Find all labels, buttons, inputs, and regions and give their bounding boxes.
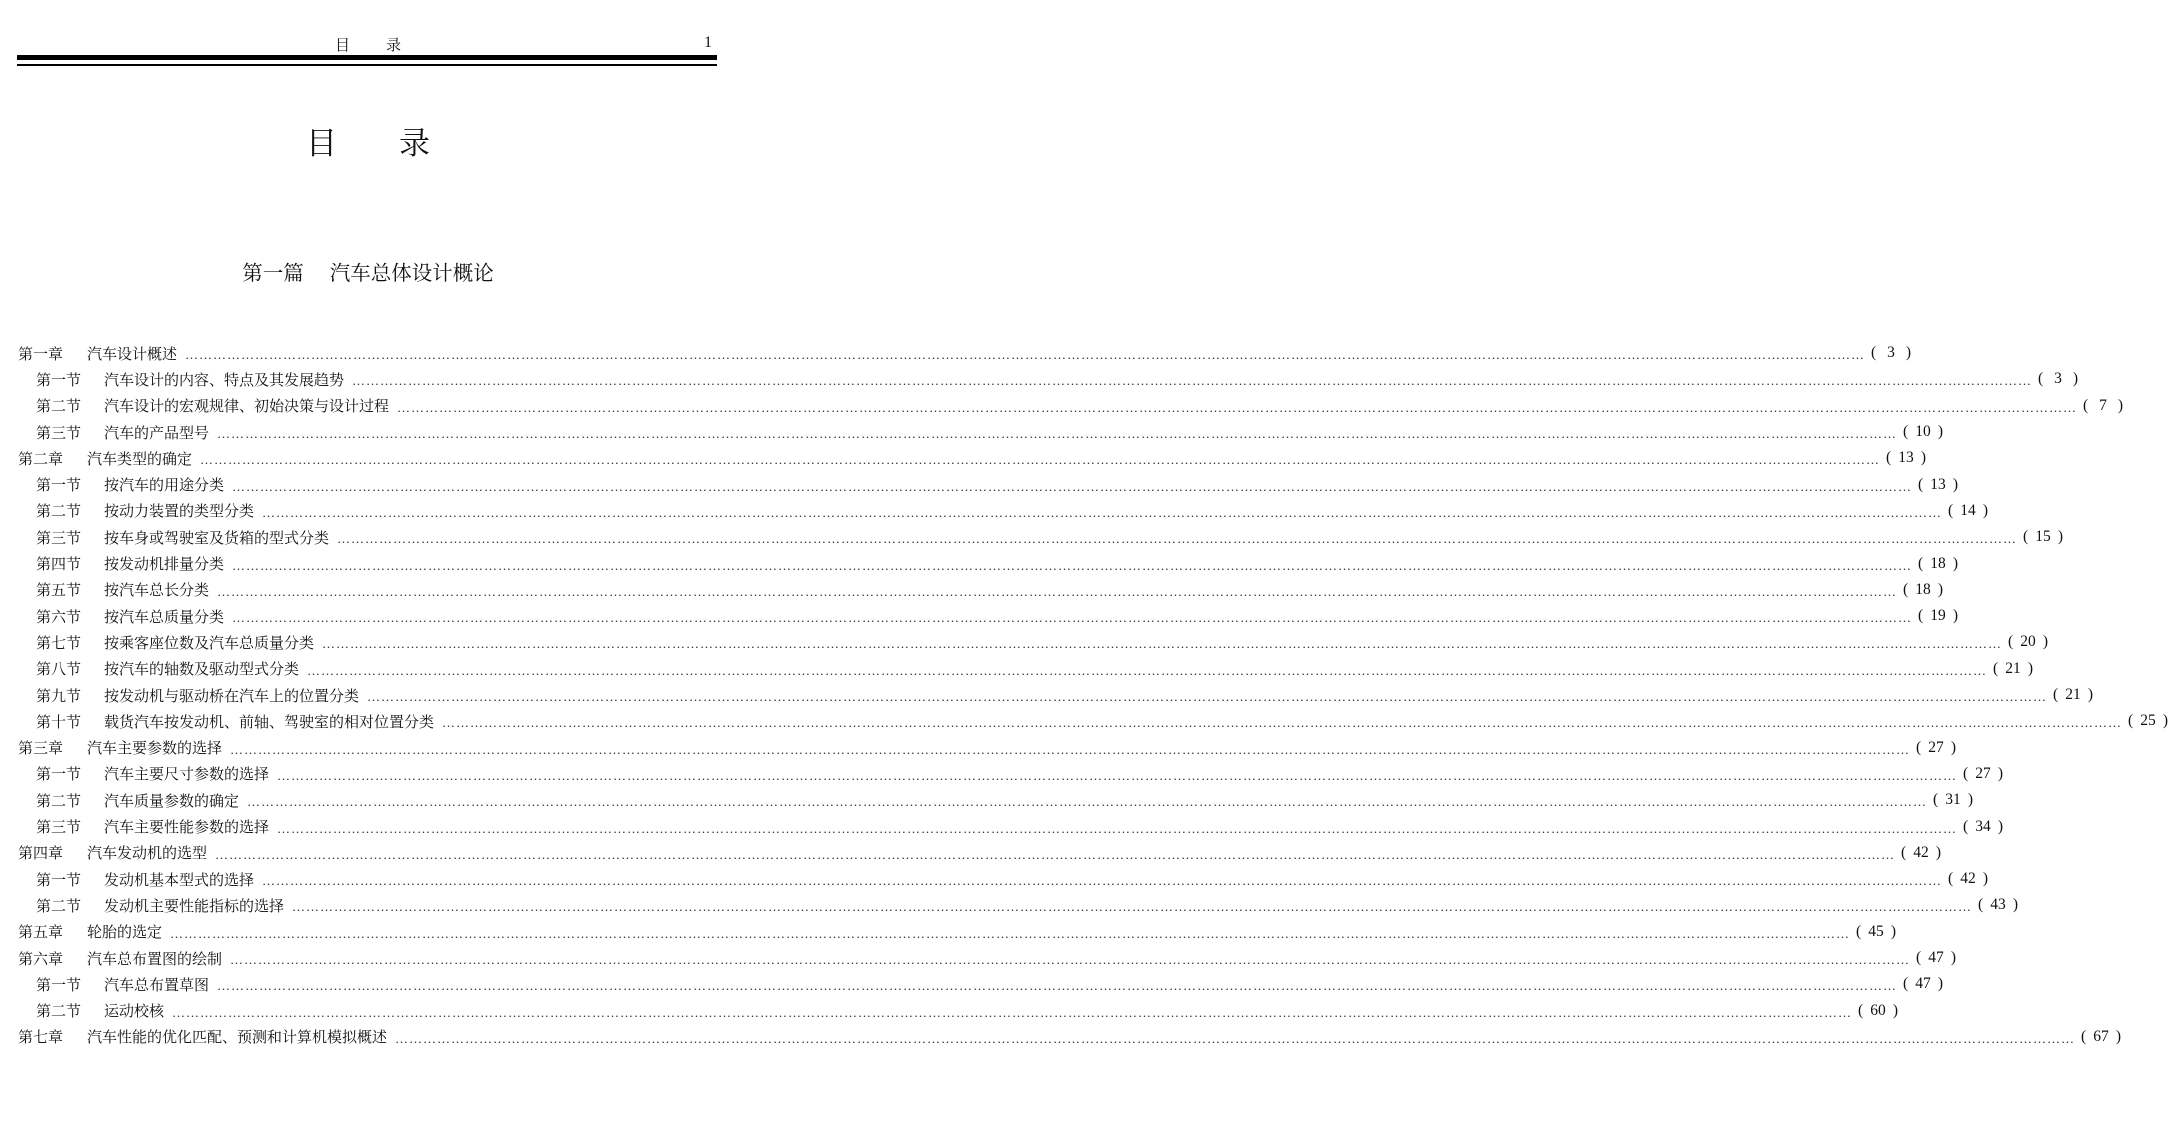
toc-dot-leader: ………………………………………………………………………………………………………………………………………………………………………………………………………………………………………………………………………………………………………………………………: [232, 557, 1913, 573]
toc-dot-leader: ………………………………………………………………………………………………………………………………………………………………………………………………………………………………………………………………………………………………………………………………: [185, 347, 1866, 363]
page-number-value: 27: [1928, 738, 1944, 756]
toc-section-entry[interactable]: [0, 656, 2034, 682]
page-paren-close: ): [1952, 554, 1959, 572]
toc-entry-number: 第七节: [36, 633, 82, 652]
toc-entry-title: 按汽车总长分类: [104, 581, 210, 600]
page-paren-close: ): [1890, 922, 1897, 940]
toc-entry-title: 运动校核: [104, 1002, 165, 1021]
toc-entry-title: 发动机基本型式的选择: [104, 870, 255, 889]
toc-entry-page: [2081, 1028, 2121, 1046]
toc-dot-leader: ………………………………………………………………………………………………………………………………………………………………………………………………………………………………………………………………………………………………………………………………: [230, 741, 1911, 757]
page-number-value: 3: [2054, 370, 2062, 388]
page-title-right: 录: [399, 126, 430, 162]
toc-section-entry[interactable]: [0, 813, 2004, 839]
toc-entry-page: [2008, 633, 2048, 651]
toc-section-entry[interactable]: [0, 419, 1944, 445]
toc-entry-number: 第九节: [36, 686, 82, 705]
toc-entry-title: 汽车类型的确定: [87, 449, 193, 468]
running-header-title: [0, 34, 736, 55]
toc-dot-leader: ………………………………………………………………………………………………………………………………………………………………………………………………………………………………………………………………………………………………………………………………: [247, 794, 1928, 810]
page-number-value: 18: [1915, 580, 1931, 598]
toc-section-entry[interactable]: [0, 629, 2049, 655]
toc-section-entry[interactable]: [0, 892, 2019, 918]
toc-entry-page: [1963, 818, 2003, 836]
toc-entry-page: [1916, 949, 1956, 967]
page-number-value: 15: [2035, 528, 2051, 546]
toc-chapter-entry[interactable]: [0, 735, 1957, 761]
toc-entry-number: 第一节: [36, 370, 82, 389]
toc-dot-leader: ………………………………………………………………………………………………………………………………………………………………………………………………………………………………………………………………………………………………………………………………: [352, 373, 2033, 389]
toc-dot-leader: ………………………………………………………………………………………………………………………………………………………………………………………………………………………………………………………………………………………………………………………………: [230, 952, 1911, 968]
page-number-value: 20: [2020, 633, 2036, 651]
page-number-value: 7: [2099, 396, 2107, 414]
page-paren-open: (: [1916, 738, 1922, 756]
toc-entry-page: [1903, 423, 1943, 441]
toc-dot-leader: ………………………………………………………………………………………………………………………………………………………………………………………………………………………………………………………………………………………………………………………………: [217, 426, 1898, 442]
page-paren-close: ): [1905, 344, 1912, 362]
toc-entry-page: [1948, 870, 1988, 888]
toc-entry-page: [1918, 607, 1958, 625]
toc-entry-page: [1948, 502, 1988, 520]
page-paren-close: ): [1952, 475, 1959, 493]
toc-section-entry[interactable]: [0, 761, 2004, 787]
toc-dot-leader: ………………………………………………………………………………………………………………………………………………………………………………………………………………………………………………………………………………………………………………………………: [232, 610, 1913, 626]
toc-chapter-entry[interactable]: [0, 445, 1927, 471]
page-number-value: 45: [1868, 922, 1884, 940]
toc-entry-title: 汽车总布置草图: [104, 975, 210, 994]
toc-entry-title: 按车身或驾驶室及货箱的型式分类: [104, 528, 330, 547]
toc-entry-title: 汽车设计的内容、特点及其发展趋势: [104, 370, 345, 389]
page-paren-close: ): [1997, 764, 2004, 782]
page-paren-open: (: [1933, 791, 1939, 809]
toc-entry-title: 轮胎的选定: [87, 923, 163, 942]
toc-section-entry[interactable]: [0, 393, 2124, 419]
toc-dot-leader: ………………………………………………………………………………………………………………………………………………………………………………………………………………………………………………………………………………………………………………………………: [170, 925, 1851, 941]
toc-chapter-entry[interactable]: [0, 919, 1897, 945]
toc-dot-leader: ………………………………………………………………………………………………………………………………………………………………………………………………………………………………………………………………………………………………………………………………: [337, 531, 2018, 547]
page-paren-open: (: [1963, 764, 1969, 782]
toc-entry-page: [1918, 555, 1958, 573]
toc-entry-title: 按乘客座位数及汽车总质量分类: [104, 633, 315, 652]
page-paren-open: (: [2053, 686, 2059, 704]
page-paren-open: (: [1993, 659, 1999, 677]
page-paren-open: (: [1978, 896, 1984, 914]
page-paren-open: (: [1963, 817, 1969, 835]
toc-entry-number: 第四节: [36, 555, 82, 574]
toc-entry-title: 按汽车的用途分类: [104, 476, 225, 495]
toc-entry-title: 按动力装置的类型分类: [104, 502, 255, 521]
page-paren-close: ): [2115, 1027, 2122, 1045]
toc-section-entry[interactable]: [0, 472, 1959, 498]
toc-dot-leader: ………………………………………………………………………………………………………………………………………………………………………………………………………………………………………………………………………………………………………………………………: [277, 820, 1958, 836]
toc-entry-number: 第六节: [36, 607, 82, 626]
page-paren-open: (: [1916, 949, 1922, 967]
page-paren-close: ): [1952, 607, 1959, 625]
toc-entry-number: 第二节: [36, 791, 82, 810]
toc-entry-page: [1903, 581, 1943, 599]
toc-entry-title: 汽车质量参数的确定: [104, 791, 240, 810]
page-paren-close: ): [1967, 791, 1974, 809]
toc-entry-number: 第二节: [36, 502, 82, 521]
toc-entry-number: 第二章: [18, 449, 64, 468]
toc-section-entry[interactable]: [0, 524, 2064, 550]
page-paren-open: (: [1948, 870, 1954, 888]
toc-entry-number: 第六章: [18, 949, 64, 968]
toc-dot-leader: ………………………………………………………………………………………………………………………………………………………………………………………………………………………………………………………………………………………………………………………………: [292, 899, 1973, 915]
toc-entry-number: 第三节: [36, 818, 82, 837]
toc-chapter-entry[interactable]: [0, 840, 1942, 866]
page-number-value: 18: [1930, 554, 1946, 572]
running-header-title-left: 目: [334, 36, 350, 54]
toc-entry-number: 第一节: [36, 476, 82, 495]
page-paren-open: (: [1903, 423, 1909, 441]
page-number-value: 60: [1870, 1001, 1886, 1019]
toc-dot-leader: ………………………………………………………………………………………………………………………………………………………………………………………………………………………………………………………………………………………………………………………………: [217, 978, 1898, 994]
toc-dot-leader: ………………………………………………………………………………………………………………………………………………………………………………………………………………………………………………………………………………………………………………………………: [395, 1030, 2076, 1046]
page-paren-close: ): [1935, 843, 1942, 861]
page-number-value: 19: [1930, 607, 1946, 625]
page-paren-open: (: [1903, 975, 1909, 993]
toc-section-entry[interactable]: [0, 971, 1944, 997]
toc-section-entry[interactable]: [0, 998, 1899, 1024]
part-name: 汽车总体设计概论: [329, 261, 494, 285]
page-paren-close: ): [2072, 370, 2079, 388]
page-paren-open: (: [1918, 475, 1924, 493]
toc-entry-title: 汽车发动机的选型: [87, 844, 208, 863]
page-paren-open: (: [1858, 1001, 1864, 1019]
page-paren-open: (: [2128, 712, 2134, 730]
toc-entry-title: 汽车主要参数的选择: [87, 739, 223, 758]
toc-entry-number: 第八节: [36, 660, 82, 679]
toc-section-entry[interactable]: [0, 498, 1989, 524]
part-number: 第一篇: [242, 261, 304, 285]
toc-entry-page: [2053, 686, 2093, 704]
page-title: [0, 118, 736, 163]
toc-section-entry[interactable]: [0, 550, 1959, 576]
page-paren-close: ): [1997, 817, 2004, 835]
page-number-value: 14: [1960, 501, 1976, 519]
page-paren-open: (: [1918, 554, 1924, 572]
toc-entry-page: [1978, 896, 2018, 914]
toc-entry-number: 第五章: [18, 923, 64, 942]
page-number-value: 21: [2005, 659, 2021, 677]
toc-section-entry[interactable]: [0, 708, 2168, 734]
page-number-value: 10: [1915, 423, 1931, 441]
toc-entry-page: [1886, 449, 1926, 467]
page-paren-close: ): [2012, 896, 2019, 914]
page-paren-open: (: [1886, 449, 1892, 467]
page-paren-close: ): [1892, 1001, 1899, 1019]
toc-entry-number: 第二节: [36, 397, 82, 416]
header-rule-thin: [17, 64, 717, 66]
page-number-value: 25: [2140, 712, 2156, 730]
toc-entry-page: [1903, 975, 1943, 993]
page-paren-close: ): [2162, 712, 2168, 730]
page-number-value: 3: [1887, 344, 1895, 362]
toc-entry-page: [1916, 739, 1956, 757]
header-rule-thick: [17, 55, 717, 60]
toc-entry-number: 第二节: [36, 1002, 82, 1021]
toc-entry-page: [1871, 344, 1911, 362]
toc-entry-number: 第二节: [36, 896, 82, 915]
page-number-value: 31: [1945, 791, 1961, 809]
toc-entry-title: 汽车主要性能参数的选择: [104, 818, 270, 837]
toc-dot-leader: ………………………………………………………………………………………………………………………………………………………………………………………………………………………………………………………………………………………………………………………………: [200, 452, 1881, 468]
toc-section-entry[interactable]: [0, 682, 2094, 708]
page-number-value: 13: [1898, 449, 1914, 467]
toc-dot-leader: ………………………………………………………………………………………………………………………………………………………………………………………………………………………………………………………………………………………………………………………………: [442, 715, 2123, 731]
toc-dot-leader: ………………………………………………………………………………………………………………………………………………………………………………………………………………………………………………………………………………………………………………………………: [262, 504, 1943, 520]
toc-entry-number: 第七章: [18, 1028, 64, 1047]
toc-chapter-entry[interactable]: [0, 1024, 2122, 1050]
toc-entry-page: [1918, 476, 1958, 494]
toc-entry-number: 第一节: [36, 975, 82, 994]
toc-dot-leader: ………………………………………………………………………………………………………………………………………………………………………………………………………………………………………………………………………………………………………………………………: [172, 1004, 1853, 1020]
page-number: 1: [704, 34, 712, 51]
toc-entry-title: 汽车主要尺寸参数的选择: [104, 765, 270, 784]
toc-section-entry[interactable]: [0, 787, 1974, 813]
page-number-value: 67: [2093, 1027, 2109, 1045]
toc-entry-page: [2128, 712, 2168, 730]
page-paren-open: (: [2008, 633, 2014, 651]
toc-entry-title: 按发动机与驱动桥在汽车上的位置分类: [104, 686, 360, 705]
toc-entry-number: 第一节: [36, 870, 82, 889]
toc-entry-page: [1963, 765, 2003, 783]
page-paren-close: ): [2027, 659, 2034, 677]
page-paren-close: ): [1950, 738, 1957, 756]
page-paren-close: ): [1950, 949, 1957, 967]
toc-entry-title: 按发动机排量分类: [104, 555, 225, 574]
page-paren-open: (: [1856, 922, 1862, 940]
toc-entry-page: [1856, 923, 1896, 941]
page-paren-open: (: [2023, 528, 2029, 546]
toc-entry-title: 汽车的产品型号: [104, 423, 210, 442]
page-number-value: 43: [1990, 896, 2006, 914]
page-number-value: 42: [1913, 843, 1929, 861]
toc-entry-title: 汽车性能的优化匹配、预测和计算机模拟概述: [87, 1028, 388, 1047]
toc-dot-leader: ………………………………………………………………………………………………………………………………………………………………………………………………………………………………………………………………………………………………………………………………: [367, 689, 2048, 705]
toc-dot-leader: ………………………………………………………………………………………………………………………………………………………………………………………………………………………………………………………………………………………………………………………………: [217, 583, 1898, 599]
toc-entry-page: [2038, 370, 2078, 388]
part-heading: [0, 256, 736, 286]
page-paren-open: (: [2083, 396, 2089, 414]
toc-entry-page: [2023, 528, 2063, 546]
toc-chapter-entry[interactable]: [0, 340, 1912, 366]
page-paren-open: (: [1948, 501, 1954, 519]
toc-entry-number: 第十节: [36, 712, 82, 731]
toc-dot-leader: ………………………………………………………………………………………………………………………………………………………………………………………………………………………………………………………………………………………………………………………………: [262, 873, 1943, 889]
toc-dot-leader: ………………………………………………………………………………………………………………………………………………………………………………………………………………………………………………………………………………………………………………………………: [215, 846, 1896, 862]
page-paren-close: ): [1937, 580, 1944, 598]
toc-entry-page: [1858, 1002, 1898, 1020]
toc-entry-number: 第一章: [18, 344, 64, 363]
page-paren-close: ): [1920, 449, 1927, 467]
page-paren-close: ): [2117, 396, 2124, 414]
page-paren-close: ): [1937, 975, 1944, 993]
toc-entry-title: 载货汽车按发动机、前轴、驾驶室的相对位置分类: [104, 712, 435, 731]
toc-entry-number: 第五节: [36, 581, 82, 600]
toc-entry-title: 按汽车总质量分类: [104, 607, 225, 626]
page-number-value: 13: [1930, 475, 1946, 493]
page-paren-close: ): [2057, 528, 2064, 546]
toc-entry-number: 第四章: [18, 844, 64, 863]
toc-entry-title: 发动机主要性能指标的选择: [104, 896, 285, 915]
toc-dot-leader: ………………………………………………………………………………………………………………………………………………………………………………………………………………………………………………………………………………………………………………………………: [397, 399, 2078, 415]
page-paren-open: (: [2081, 1027, 2087, 1045]
toc-section-entry[interactable]: [0, 577, 1944, 603]
toc-chapter-entry[interactable]: [0, 945, 1957, 971]
toc-dot-leader: ………………………………………………………………………………………………………………………………………………………………………………………………………………………………………………………………………………………………………………………………: [232, 478, 1913, 494]
toc-entry-page: [1993, 660, 2033, 678]
page-paren-close: ): [2087, 686, 2094, 704]
page-title-left: 目: [306, 126, 337, 162]
toc-entry-number: 第三节: [36, 423, 82, 442]
page-paren-close: ): [1982, 870, 1989, 888]
page-number-value: 34: [1975, 817, 1991, 835]
page-number-value: 47: [1915, 975, 1931, 993]
page-paren-open: (: [2038, 370, 2044, 388]
toc-entry-page: [1901, 844, 1941, 862]
toc-entry-number: 第一节: [36, 765, 82, 784]
toc-entry-title: 按汽车的轴数及驱动型式分类: [104, 660, 300, 679]
running-header: [0, 0, 736, 70]
toc-entry-title: 汽车设计的宏观规律、初始决策与设计过程: [104, 397, 390, 416]
toc-entry-page: [2083, 397, 2123, 415]
toc-section-entry[interactable]: [0, 366, 2079, 392]
toc-entry-number: 第三节: [36, 528, 82, 547]
page-paren-close: ): [2042, 633, 2049, 651]
toc-section-entry[interactable]: [0, 603, 1959, 629]
toc-entry-title: 汽车总布置图的绘制: [87, 949, 223, 968]
page-paren-open: (: [1903, 580, 1909, 598]
running-header-title-right: 录: [386, 36, 402, 54]
toc-entry-title: 汽车设计概述: [87, 344, 178, 363]
toc-entry-number: 第三章: [18, 739, 64, 758]
toc-entry-page: [1933, 791, 1973, 809]
page-number-value: 47: [1928, 949, 1944, 967]
page-paren-open: (: [1918, 607, 1924, 625]
page-paren-close: ): [1937, 423, 1944, 441]
toc-section-entry[interactable]: [0, 866, 1989, 892]
page-paren-open: (: [1901, 843, 1907, 861]
page-number-value: 21: [2065, 686, 2081, 704]
toc-dot-leader: ………………………………………………………………………………………………………………………………………………………………………………………………………………………………………………………………………………………………………………………………: [322, 636, 2003, 652]
toc-dot-leader: ………………………………………………………………………………………………………………………………………………………………………………………………………………………………………………………………………………………………………………………………: [307, 662, 1988, 678]
page-number-value: 27: [1975, 764, 1991, 782]
page-paren-close: ): [1982, 501, 1989, 519]
toc-dot-leader: ………………………………………………………………………………………………………………………………………………………………………………………………………………………………………………………………………………………………………………………………: [277, 767, 1958, 783]
page-paren-open: (: [1871, 344, 1877, 362]
page-number-value: 42: [1960, 870, 1976, 888]
